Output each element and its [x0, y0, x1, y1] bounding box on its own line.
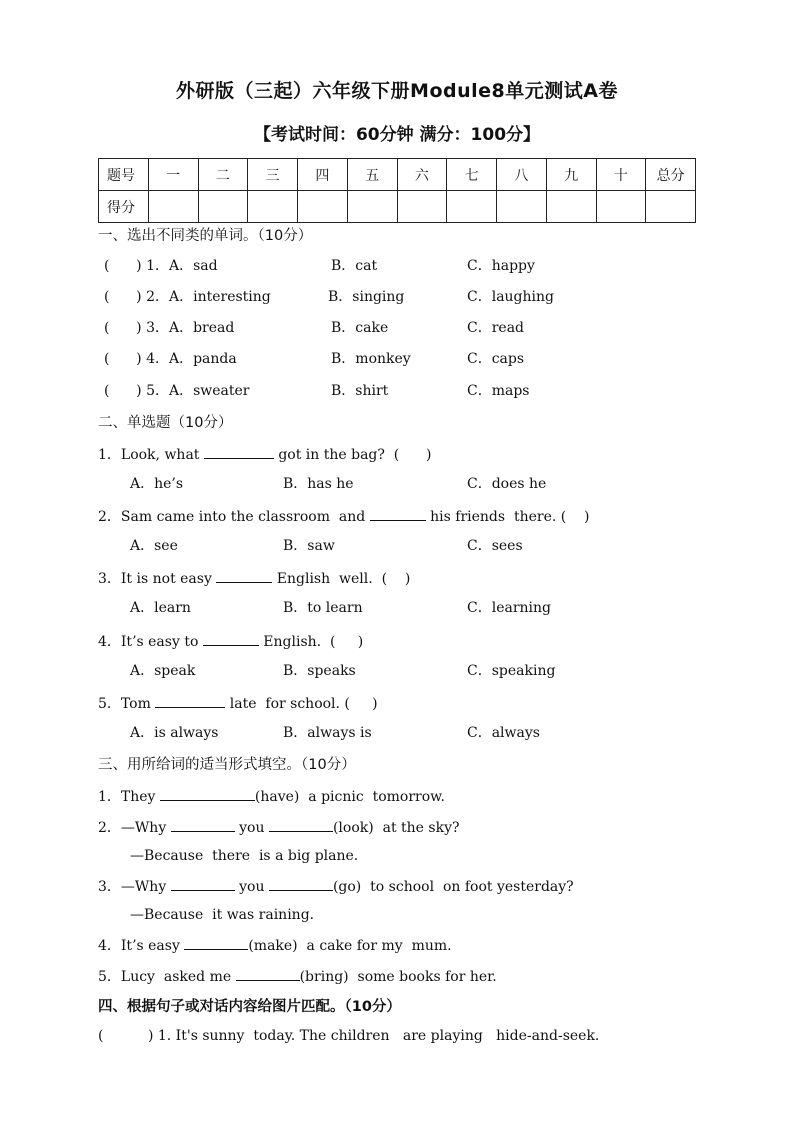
answer-blank[interactable]	[171, 876, 235, 891]
answer-blank[interactable]	[171, 817, 235, 832]
question-number-option-a: ( ) 2．A．interesting	[104, 289, 271, 305]
answer-blank[interactable]	[203, 631, 259, 646]
question-text: you	[234, 820, 269, 836]
score-cell[interactable]	[198, 191, 248, 223]
answer-blank[interactable]	[160, 786, 255, 801]
score-table-header-row	[99, 159, 696, 191]
exam-info: 【考试时间：60分钟 满分：100分】	[253, 125, 541, 145]
question-text: 5．Lucy asked me	[98, 969, 236, 985]
score-row-label: 得分	[99, 191, 149, 223]
score-cell[interactable]	[298, 191, 348, 223]
score-header-cell: 十	[596, 159, 646, 191]
option-c: C．caps	[467, 351, 525, 367]
question-number-option-a: ( ) 3．A．bread	[104, 320, 235, 336]
question-text: English well. ( )	[272, 571, 411, 587]
score-cell[interactable]	[646, 191, 696, 223]
dialogue-reply: —Because there is a big plane.	[130, 848, 359, 864]
option-c: C．laughing	[467, 289, 554, 305]
section-3-heading: 三、用所给词的适当形式填空。（10分）	[98, 757, 356, 773]
option-c: C．happy	[467, 258, 535, 274]
score-header-cell: 七	[447, 159, 497, 191]
option-c: C．maps	[467, 383, 530, 399]
question-text: 3．It is not easy	[98, 571, 217, 587]
score-header-cell: 三	[248, 159, 298, 191]
option-c: C．read	[467, 320, 524, 336]
option-c: C．sees	[467, 538, 523, 554]
option-b: B．speaks	[283, 663, 356, 679]
option-b: B．singing	[328, 289, 405, 305]
dialogue-reply: —Because it was raining.	[130, 907, 315, 923]
question-text: 5．Tom	[98, 696, 156, 712]
option-a: A．is always	[130, 725, 219, 741]
question-text: 1．Look, what	[98, 447, 204, 463]
option-b: B．always is	[283, 725, 372, 741]
question-text: (bring) some books for her.	[299, 969, 497, 985]
option-b: B．shirt	[331, 383, 389, 399]
question-text: (go) to school on foot yesterday?	[332, 879, 574, 895]
score-header-cell: 一	[148, 159, 198, 191]
section-3-question	[98, 786, 445, 806]
question-text: 1．They	[98, 789, 160, 805]
section-2-question	[98, 444, 431, 464]
score-header-cell: 九	[546, 159, 596, 191]
score-table-score-row	[99, 191, 696, 223]
question-number-option-a: ( ) 1．A．sad	[104, 258, 218, 274]
question-number-option-a: ( ) 5．A．sweater	[104, 383, 250, 399]
question-text: 4．It’s easy to	[98, 634, 203, 650]
question-text: 2．—Why	[98, 820, 171, 836]
section-2-question	[98, 693, 378, 713]
option-a: A．speak	[130, 663, 196, 679]
score-cell[interactable]	[347, 191, 397, 223]
score-header-cell: 二	[198, 159, 248, 191]
answer-blank[interactable]	[236, 966, 300, 981]
option-b: B．cake	[331, 320, 389, 336]
score-cell[interactable]	[248, 191, 298, 223]
option-c: C．always	[467, 725, 540, 741]
score-cell[interactable]	[497, 191, 547, 223]
option-c: C．speaking	[467, 663, 556, 679]
answer-blank[interactable]	[216, 568, 272, 583]
section-3-question	[98, 935, 452, 955]
question-text: 2．Sam came into the classroom and	[98, 509, 370, 525]
option-a: A．see	[130, 538, 178, 554]
option-b: B．has he	[283, 476, 354, 492]
section-4-question: ( ) 1. It's sunny today. The children are playing hide-and-seek.	[98, 1028, 600, 1044]
score-header-cell: 五	[347, 159, 397, 191]
question-number-option-a: ( ) 4．A．panda	[104, 351, 237, 367]
section-3-question	[98, 817, 459, 837]
section-2-question	[98, 631, 363, 651]
question-text: 4．It’s easy	[98, 938, 185, 954]
score-cell[interactable]	[546, 191, 596, 223]
option-b: B．to learn	[283, 600, 363, 616]
option-c: C．learning	[467, 600, 551, 616]
score-table	[98, 158, 696, 223]
score-header-cell: 题号	[99, 159, 149, 191]
score-cell[interactable]	[148, 191, 198, 223]
section-3-question	[98, 876, 574, 896]
answer-blank[interactable]	[155, 693, 225, 708]
answer-blank[interactable]	[269, 876, 333, 891]
page-title: 外研版（三起）六年级下册Module8单元测试A卷	[176, 80, 618, 102]
score-cell[interactable]	[447, 191, 497, 223]
answer-blank[interactable]	[269, 817, 333, 832]
question-text: English. ( )	[258, 634, 364, 650]
answer-blank[interactable]	[370, 506, 426, 521]
question-text: late for school. ( )	[225, 696, 378, 712]
score-cell[interactable]	[596, 191, 646, 223]
section-3-question	[98, 966, 497, 986]
question-text: his friends there. ( )	[425, 509, 590, 525]
question-text: (make) a cake for my mum.	[248, 938, 452, 954]
score-header-cell: 总分	[646, 159, 696, 191]
score-header-cell: 六	[397, 159, 447, 191]
question-text: 3．—Why	[98, 879, 171, 895]
section-1-heading: 一、选出不同类的单词。（10分）	[98, 228, 313, 244]
question-text: you	[234, 879, 269, 895]
score-header-cell: 八	[497, 159, 547, 191]
section-2-question	[98, 568, 410, 588]
question-text: (look) at the sky?	[332, 820, 460, 836]
option-c: C．does he	[467, 476, 547, 492]
option-a: A．he’s	[130, 476, 184, 492]
section-4-heading: 四、根据句子或对话内容给图片匹配。（10分）	[98, 999, 401, 1015]
option-b: B．saw	[283, 538, 335, 554]
section-2-question	[98, 506, 590, 526]
question-text: (have) a picnic tomorrow.	[254, 789, 445, 805]
section-2-heading: 二、单选题（10分）	[98, 415, 233, 431]
score-cell[interactable]	[397, 191, 447, 223]
answer-blank[interactable]	[184, 935, 248, 950]
answer-blank[interactable]	[204, 444, 274, 459]
question-text: got in the bag? ( )	[273, 447, 432, 463]
score-header-cell: 四	[298, 159, 348, 191]
option-b: B．monkey	[331, 351, 411, 367]
option-a: A．learn	[130, 600, 191, 616]
option-b: B．cat	[331, 258, 378, 274]
